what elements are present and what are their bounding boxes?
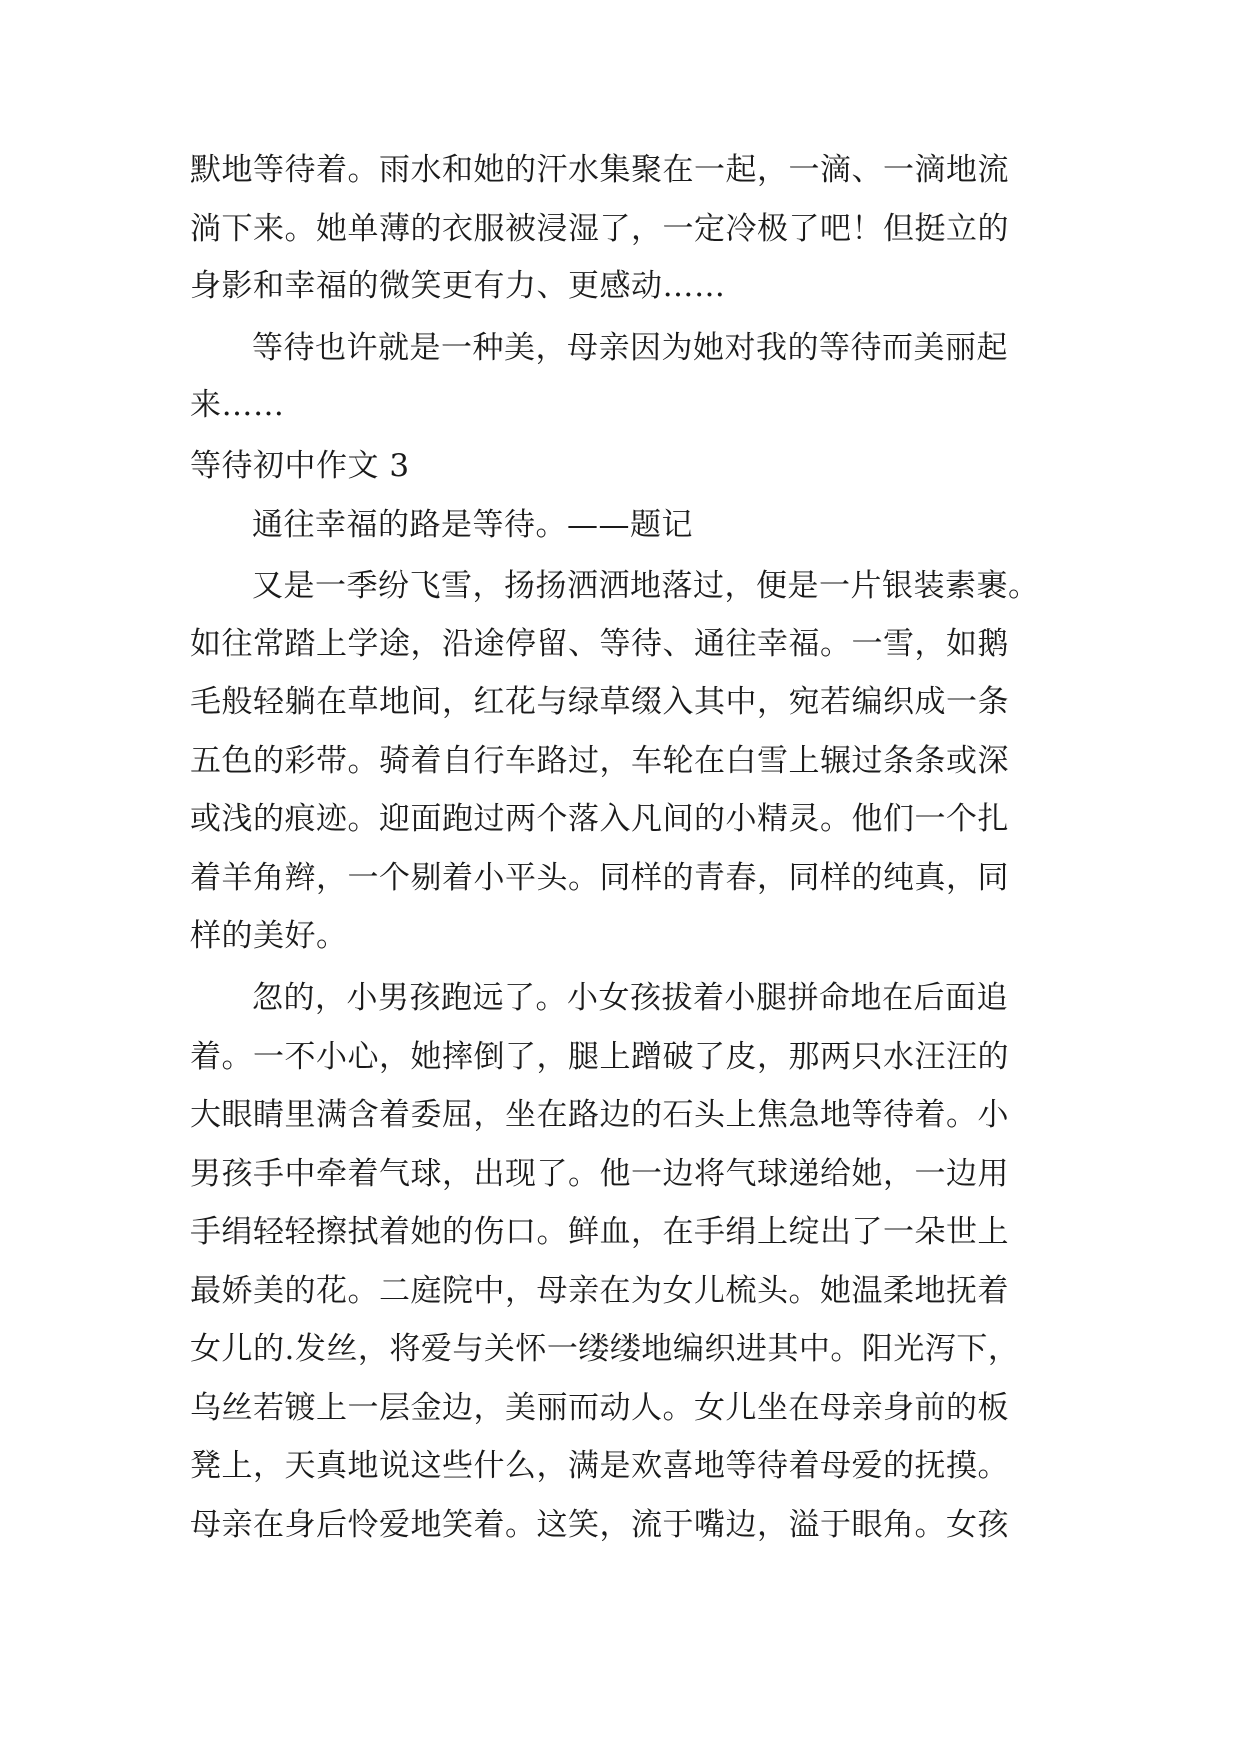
text-line: 毛般轻躺在草地间，红花与绿草缀入其中，宛若编织成一条: [190, 684, 1009, 720]
text-line: 来……: [190, 387, 285, 423]
text-line: 着。一不小心，她摔倒了，腿上蹭破了皮，那两只水汪汪的: [190, 1039, 1009, 1075]
text-line: 等待也许就是一种美，母亲因为她对我的等待而美丽起: [252, 330, 1008, 366]
text-line: 或浅的痕迹。迎面跑过两个落入凡间的小精灵。他们一个扎: [190, 801, 1009, 837]
text-line: 又是一季纷飞雪，扬扬洒洒地落过，便是一片银装素裹。: [252, 568, 1040, 604]
section-heading: 等待初中作文 3: [190, 448, 410, 484]
text-line: 凳上，天真地说这些什么，满是欢喜地等待着母爱的抚摸。: [190, 1448, 1009, 1484]
text-line: 母亲在身后怜爱地笑着。这笑，流于嘴边，溢于眼角。女孩: [190, 1507, 1009, 1543]
text-line: 身影和幸福的微笑更有力、更感动……: [190, 268, 726, 304]
text-line: 忽的，小男孩跑远了。小女孩拔着小腿拼命地在后面追: [252, 980, 1008, 1016]
text-line: 最娇美的花。二庭院中，母亲在为女儿梳头。她温柔地抚着: [190, 1273, 1009, 1309]
text-line: 五色的彩带。骑着自行车路过，车轮在白雪上辗过条条或深: [190, 743, 1009, 779]
text-line: 淌下来。她单薄的衣服被浸湿了，一定冷极了吧！但挺立的: [190, 211, 1009, 247]
text-line: 乌丝若镀上一层金边，美丽而动人。女儿坐在母亲身前的板: [190, 1390, 1009, 1426]
text-line: 默地等待着。雨水和她的汗水集聚在一起，一滴、一滴地流: [190, 152, 1009, 188]
text-line: 样的美好。: [190, 918, 348, 954]
text-line: 着羊角辫，一个剔着小平头。同样的青春，同样的纯真，同: [190, 860, 1009, 896]
text-line: 手绢轻轻擦拭着她的伤口。鲜血，在手绢上绽出了一朵世上: [190, 1214, 1009, 1250]
text-line: 大眼睛里满含着委屈，坐在路边的石头上焦急地等待着。小: [190, 1097, 1009, 1133]
text-line: 男孩手中牵着气球，出现了。他一边将气球递给她，一边用: [190, 1156, 1009, 1192]
text-line: 如往常踏上学途，沿途停留、等待、通往幸福。一雪，如鹅: [190, 626, 1009, 662]
text-line: 通往幸福的路是等待。——题记: [252, 507, 693, 543]
text-line: 女儿的.发丝，将爱与关怀一缕缕地编织进其中。阳光泻下，: [190, 1331, 1020, 1367]
